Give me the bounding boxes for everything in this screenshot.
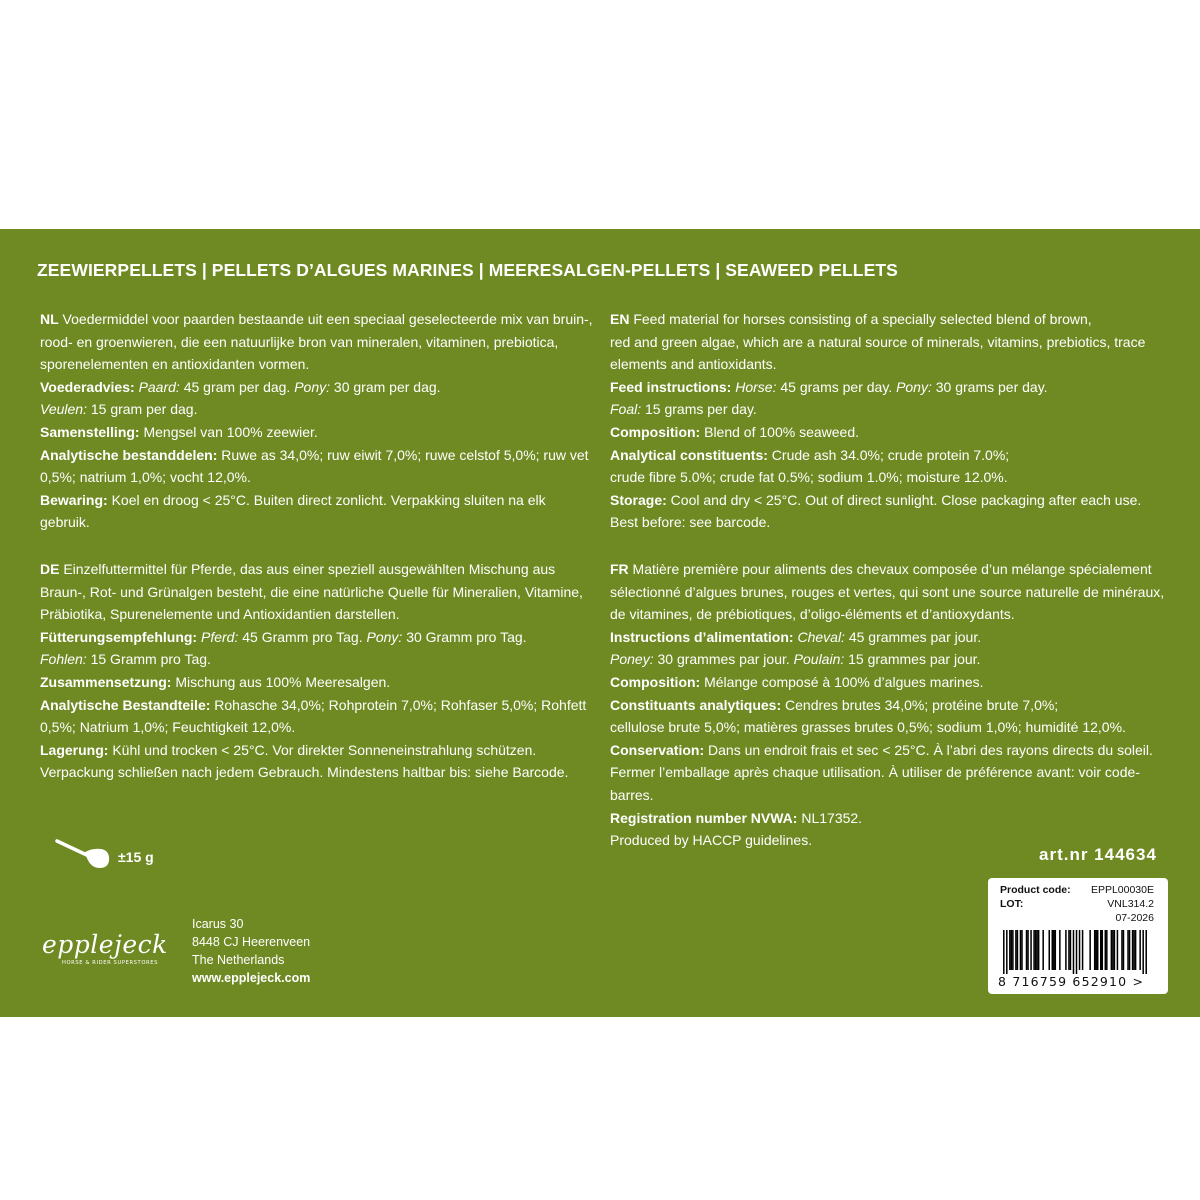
de-analysis-line-1 bbox=[40, 694, 600, 717]
barcode-bar bbox=[1123, 930, 1125, 970]
barcode-bar bbox=[1017, 930, 1019, 970]
en-section bbox=[610, 308, 1170, 534]
barcode-bar bbox=[1070, 930, 1072, 970]
en-feed-line-2 bbox=[610, 398, 1170, 421]
product-code-label: Product code: bbox=[1000, 884, 1071, 896]
fr-analysis-label: Constituants analytiques: bbox=[610, 696, 782, 713]
barcode-bar bbox=[1065, 930, 1067, 970]
nl-composition bbox=[40, 421, 600, 444]
fr-storage-line-1 bbox=[610, 739, 1170, 762]
de-intro-text-1: Einzelfuttermittel für Pferde, das aus einer speziell ausgewählten Mischung aus bbox=[59, 561, 556, 577]
de-pony-label: Pony: bbox=[366, 628, 403, 645]
nl-pony-amount: 30 gram per dag. bbox=[330, 378, 441, 395]
fr-storage-line-2: Fermer l’emballage après chaque utilisation. À utiliser de préférence avant: voir code- bbox=[610, 764, 1140, 781]
barcode-bar bbox=[1035, 930, 1037, 970]
article-number: art.nr 144634 bbox=[1039, 845, 1157, 864]
de-composition bbox=[40, 671, 600, 694]
fr-analysis-line-2: cellulose brute 5,0%; matières grasses brutes 0,5%; sodium 1,0%; humidité 12,0%. bbox=[610, 719, 1126, 736]
barcode-bar bbox=[1009, 930, 1011, 970]
nl-horse-amount: 45 gram per dag. bbox=[179, 378, 295, 395]
nl-intro-text-1: Voedermiddel voor paarden bestaande uit een speciaal geselecteerde mix van bruin-, bbox=[58, 311, 593, 327]
product-label-panel bbox=[0, 229, 1200, 1017]
measuring-scoop-icon bbox=[55, 835, 115, 871]
nl-storage-text-1: Koel en droog < 25°C. Buiten direct zonlicht. Verpakking sluiten na elk bbox=[107, 491, 546, 508]
barcode-bar bbox=[1117, 930, 1119, 970]
barcode-bar bbox=[1127, 930, 1129, 970]
nl-foal-amount: 15 gram per dag. bbox=[86, 401, 198, 418]
en-feed-line-1 bbox=[610, 376, 1170, 399]
barcode-bar bbox=[1068, 930, 1070, 970]
de-intro-line-1 bbox=[40, 558, 600, 581]
address-line-2: 8448 CJ Heerenveen bbox=[192, 935, 311, 949]
nl-composition-text: Mengsel van 100% zeewier. bbox=[139, 423, 318, 440]
haccp-note: Produced by HACCP guidelines. bbox=[610, 832, 813, 849]
de-intro-line-3: Präbiotika, Spurenelemente und Antioxidantien darstellen. bbox=[40, 606, 400, 623]
barcode-bar bbox=[1132, 930, 1134, 970]
dose-amount: ±15 g bbox=[118, 849, 154, 865]
barcode-bar bbox=[1129, 930, 1131, 970]
de-analysis-label: Analytische Bestandteile: bbox=[40, 696, 211, 713]
nl-feed-line-2 bbox=[40, 398, 600, 421]
registration-label: Registration number NVWA: bbox=[610, 809, 798, 826]
barcode-digits: 8 716759 652910 > bbox=[998, 974, 1145, 989]
nl-composition-label: Samenstelling: bbox=[40, 423, 140, 440]
nl-feed-line-1 bbox=[40, 376, 600, 399]
fr-feed-line-2 bbox=[610, 648, 1170, 671]
fr-intro-line-1 bbox=[610, 558, 1170, 581]
barcode-icon bbox=[1000, 930, 1150, 974]
best-before-date: 07-2026 bbox=[1115, 912, 1154, 924]
nl-intro-line-3: sporenelementen en antioxidanten vormen. bbox=[40, 356, 310, 373]
en-analysis-text-1: Crude ash 34.0%; crude protein 7.0%; bbox=[767, 446, 1010, 463]
nl-intro-line-1 bbox=[40, 308, 600, 331]
en-foal-label: Foal: bbox=[610, 401, 642, 418]
nl-analysis-text-1: Ruwe as 34,0%; ruw eiwit 7,0%; ruwe celstof 5,0%; ruw vet bbox=[217, 446, 589, 463]
barcode-bar bbox=[1059, 930, 1061, 970]
registration-number bbox=[610, 807, 1170, 830]
barcode-bar bbox=[1095, 930, 1097, 970]
nl-storage-line-1 bbox=[40, 489, 600, 512]
de-foal-amount: 15 Gramm pro Tag. bbox=[86, 651, 211, 668]
de-horse-amount: 45 Gramm pro Tag. bbox=[238, 628, 367, 645]
fr-foal-label: Poulain: bbox=[793, 651, 845, 668]
lot-value: VNL314.2 bbox=[1107, 898, 1154, 910]
fr-composition-text: Mélange composé à 100% d’algues marines. bbox=[700, 673, 984, 690]
barcode-bar bbox=[1112, 930, 1114, 970]
barcode-bar bbox=[1082, 930, 1084, 970]
svg-text:epplejeck: epplejeck bbox=[42, 930, 168, 959]
de-feed-line-2 bbox=[40, 648, 600, 671]
nl-code: NL bbox=[40, 311, 59, 327]
barcode-bar bbox=[1052, 930, 1054, 970]
address-line-1: Icarus 30 bbox=[192, 917, 244, 931]
barcode-bar bbox=[1094, 930, 1096, 970]
barcode-bar bbox=[1006, 930, 1008, 974]
de-analysis-text-1: Rohasche 34,0%; Rohprotein 7,0%; Rohfaser 5,0%; Rohfett bbox=[210, 696, 587, 713]
barcode-bar bbox=[1027, 930, 1029, 970]
barcode-bar bbox=[1100, 930, 1102, 970]
en-storage-text-1: Cool and dry < 25°C. Out of direct sunlight. Close packaging after each use. bbox=[666, 491, 1142, 508]
en-storage-line-1 bbox=[610, 489, 1170, 512]
fr-intro-line-2: sélectionné d’algues brunes, rouges et vertes, qui sont une source naturelle de minéraux, bbox=[610, 583, 1165, 600]
barcode-bar bbox=[1003, 930, 1005, 974]
fr-feed-label: Instructions d’alimentation: bbox=[610, 628, 794, 645]
en-pony-label: Pony: bbox=[896, 378, 932, 395]
barcode-bar bbox=[1105, 930, 1107, 970]
barcode-bar bbox=[1011, 930, 1013, 970]
fr-intro-text-1: Matière première pour aliments des chevaux composée d’un mélange spécialement bbox=[628, 561, 1152, 577]
fr-horse-label: Cheval: bbox=[797, 628, 845, 645]
de-composition-label: Zusammensetzung: bbox=[40, 673, 172, 690]
fr-storage-line-3: barres. bbox=[610, 786, 654, 803]
fr-intro-line-3: de vitamines, de prébiotiques, d’oligo-éléments et d’antioxydants. bbox=[610, 606, 1015, 623]
de-storage-text-1: Kühl und trocken < 25°C. Vor direkter Sonneneinstrahlung schützen. bbox=[108, 741, 537, 758]
svg-text:HORSE & RIDER SUPERSTORES: HORSE & RIDER SUPERSTORES bbox=[62, 960, 158, 966]
en-pony-amount: 30 grams per day. bbox=[931, 378, 1048, 395]
en-intro-text-1: Feed material for horses consisting of a specially selected blend of brown, bbox=[629, 311, 1092, 327]
de-feed-line-1 bbox=[40, 626, 600, 649]
fr-section bbox=[610, 558, 1170, 852]
barcode-bar bbox=[1038, 930, 1040, 970]
fr-horse-amount: 45 grammes par jour. bbox=[844, 628, 982, 645]
registration-value: NL17352. bbox=[797, 809, 863, 826]
barcode-bar bbox=[1021, 930, 1023, 970]
epplejeck-logo bbox=[42, 929, 174, 969]
nl-feed-label: Voederadvies: bbox=[40, 378, 135, 395]
de-storage-label: Lagerung: bbox=[40, 741, 109, 758]
nl-analysis-line-2: 0,5%; natrium 1,0%; vocht 12,0%. bbox=[40, 469, 251, 486]
de-composition-text: Mischung aus 100% Meeresalgen. bbox=[171, 673, 391, 690]
nl-horse-label: Paard: bbox=[138, 378, 180, 395]
product-code-value: EPPL00030E bbox=[1090, 884, 1154, 896]
en-composition bbox=[610, 421, 1170, 444]
en-horse-amount: 45 grams per day. bbox=[776, 378, 897, 395]
barcode-bar bbox=[1097, 930, 1099, 970]
de-analysis-line-2: 0,5%; Natrium 1,0%; Feuchtigkeit 12,0%. bbox=[40, 719, 296, 736]
barcode-bar bbox=[1114, 930, 1116, 970]
nl-pony-label: Pony: bbox=[294, 378, 331, 395]
barcode-bar bbox=[1033, 930, 1035, 970]
fr-storage-text-1: Dans un endroit frais et sec < 25°C. À l’abri des rayons directs du soleil. bbox=[704, 741, 1153, 758]
product-code-box bbox=[988, 878, 1168, 994]
barcode-bar bbox=[1111, 930, 1113, 970]
en-composition-text: Blend of 100% seaweed. bbox=[700, 423, 859, 440]
de-code: DE bbox=[40, 561, 60, 577]
barcode-bar bbox=[1102, 930, 1104, 970]
fr-pony-label: Poney: bbox=[610, 651, 654, 668]
fr-pony-amount: 30 grammes par jour. bbox=[653, 651, 794, 668]
de-section bbox=[40, 558, 600, 784]
en-analysis-label: Analytical constituents: bbox=[610, 446, 768, 463]
lot-label: LOT: bbox=[1000, 898, 1024, 910]
de-feed-label: Fütterungsempfehlung: bbox=[40, 628, 198, 645]
barcode-bar bbox=[1139, 930, 1141, 970]
fr-composition-label: Composition: bbox=[610, 673, 701, 690]
nl-section bbox=[40, 308, 600, 534]
nl-analysis-line-1 bbox=[40, 444, 600, 467]
fr-analysis-text-1: Cendres brutes 34,0%; protéine brute 7,0%; bbox=[781, 696, 1059, 713]
barcode-bar bbox=[1020, 930, 1022, 970]
barcode-bar bbox=[1036, 930, 1038, 970]
en-analysis-line-2: crude fibre 5.0%; crude fat 0.5%; sodium 1.0%; moisture 12.0%. bbox=[610, 469, 1008, 486]
nl-analysis-label: Analytische bestanddelen: bbox=[40, 446, 218, 463]
de-storage-line-1 bbox=[40, 739, 600, 762]
en-horse-label: Horse: bbox=[735, 378, 777, 395]
fr-storage-label: Conservation: bbox=[610, 741, 705, 758]
barcode-bar bbox=[1053, 930, 1055, 970]
barcode-bar bbox=[1012, 930, 1014, 970]
barcode-bar bbox=[1089, 930, 1091, 970]
barcode-bar bbox=[1073, 930, 1075, 974]
en-code: EN bbox=[610, 311, 630, 327]
barcode-bar bbox=[1106, 930, 1108, 970]
nl-storage-label: Bewaring: bbox=[40, 491, 108, 508]
barcode-bar bbox=[1030, 930, 1032, 970]
nl-intro-line-2: rood- en groenwieren, die een natuurlijke bron van mineralen, vitaminen, prebiotica, bbox=[40, 333, 559, 350]
barcode-bar bbox=[1079, 930, 1081, 970]
barcode-bar bbox=[1048, 930, 1050, 970]
product-title: ZEEWIERPELLETS | PELLETS D’ALGUES MARINES | MEERESALGEN-PELLETS | SEAWEED PELLETS bbox=[37, 260, 898, 280]
en-foal-amount: 15 grams per day. bbox=[641, 401, 757, 418]
barcode-bar bbox=[1055, 930, 1057, 970]
barcode-bar bbox=[1142, 930, 1144, 974]
en-storage-line-2: Best before: see barcode. bbox=[610, 514, 771, 531]
de-storage-line-2: Verpackung schließen nach jedem Gebrauch. Mindestens haltbar bis: siehe Barcode. bbox=[40, 764, 569, 781]
de-foal-label: Fohlen: bbox=[40, 651, 87, 668]
fr-foal-amount: 15 grammes par jour. bbox=[844, 651, 981, 668]
barcode-bar bbox=[1145, 930, 1147, 974]
barcode-bar bbox=[1076, 930, 1078, 974]
barcode-bar bbox=[1026, 930, 1028, 970]
de-horse-label: Pferd: bbox=[201, 628, 239, 645]
nl-foal-label: Veulen: bbox=[40, 401, 87, 418]
fr-code: FR bbox=[610, 561, 629, 577]
address-line-3: The Netherlands bbox=[192, 953, 285, 967]
website-link[interactable]: www.epplejeck.com bbox=[192, 971, 311, 985]
en-intro-line-2: red and green algae, which are a natural source of minerals, vitamins, prebiotics, trace bbox=[610, 333, 1146, 350]
nl-storage-line-2: gebruik. bbox=[40, 514, 90, 531]
barcode-bar bbox=[1042, 930, 1044, 970]
en-intro-line-1 bbox=[610, 308, 1170, 331]
barcode-bar bbox=[1135, 930, 1137, 970]
de-pony-amount: 30 Gramm pro Tag. bbox=[402, 628, 527, 645]
company-address bbox=[192, 915, 310, 987]
de-intro-line-2: Braun-, Rot- und Grünalgen besteht, die eine natürliche Quelle für Mineralien, Vitamine, bbox=[40, 583, 583, 600]
fr-analysis-line-1 bbox=[610, 694, 1170, 717]
en-analysis-line-1 bbox=[610, 444, 1170, 467]
en-composition-label: Composition: bbox=[610, 423, 701, 440]
fr-feed-line-1 bbox=[610, 626, 1170, 649]
en-feed-label: Feed instructions: bbox=[610, 378, 732, 395]
fr-composition bbox=[610, 671, 1170, 694]
barcode-bar bbox=[1133, 930, 1135, 970]
en-storage-label: Storage: bbox=[610, 491, 667, 508]
en-intro-line-3: elements and antioxidants. bbox=[610, 356, 777, 373]
barcode-bar bbox=[1121, 930, 1123, 970]
barcode-bar bbox=[1015, 930, 1017, 970]
